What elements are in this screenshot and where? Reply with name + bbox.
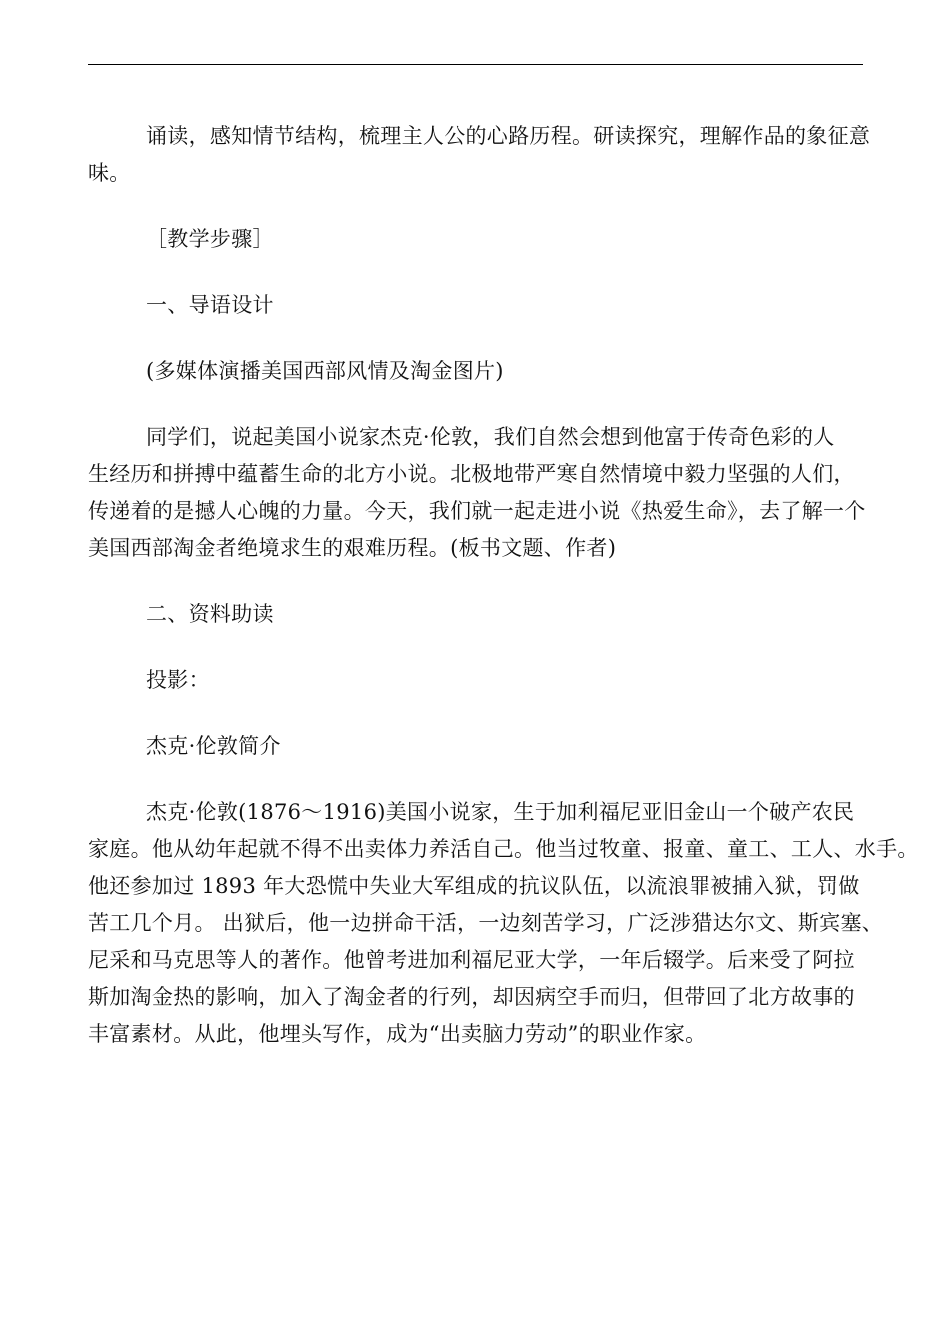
section-2-heading <box>88 596 863 633</box>
text-line: 家庭。他从幼年起就不得不出卖体力养活自己。他当过牧童、报童、童工、工人、水手。 <box>88 837 919 861</box>
paragraph-intro-speech <box>88 419 866 567</box>
text-line: 一、导语设计 <box>146 293 274 317</box>
text-line: 苦工几个月。 出狱后，他一边拼命干活，一边刻苦学习，广泛涉猎达尔文、斯宾塞、 <box>88 911 884 935</box>
paragraph-objective <box>88 118 871 192</box>
text-line: 味。 <box>88 161 131 185</box>
text-line: 杰克·伦敦简介 <box>146 734 281 758</box>
text-line: 诵读，感知情节结构，梳理主人公的心路历程。研读探究，理解作品的象征意 <box>146 124 871 148</box>
header-rule <box>88 64 863 65</box>
text-line: (多媒体演播美国西部风情及淘金图片) <box>146 359 504 383</box>
text-line: 斯加淘金热的影响，加入了淘金者的行列，却因病空手而归，但带回了北方故事的 <box>88 985 855 1009</box>
text-line: 投影： <box>146 668 210 692</box>
text-line: 杰克·伦敦(1876～1916)美国小说家，生于加利福尼亚旧金山一个破产农民 <box>146 800 855 824</box>
text-line: 丰富素材。从此，他埋头写作，成为“出卖脑力劳动”的职业作家。 <box>88 1022 707 1046</box>
multimedia-note <box>88 353 863 390</box>
bio-title <box>88 728 863 765</box>
text-line: 他还参加过 1893 年大恐慌中失业大军组成的抗议队伍，以流浪罪被捕入狱，罚做 <box>88 874 860 898</box>
document-body <box>88 118 919 1053</box>
teaching-steps-heading <box>88 221 863 258</box>
text-line: 尼采和马克思等人的著作。他曾考进加利福尼亚大学，一年后辍学。后来受了阿拉 <box>88 948 855 972</box>
projection-label <box>88 662 863 699</box>
text-line: 生经历和拼搏中蕴蓄生命的北方小说。北极地带严寒自然情境中毅力坚强的人们， <box>88 462 855 486</box>
paragraph-bio-body <box>88 794 919 1053</box>
text-line: 传递着的是撼人心魄的力量。今天，我们就一起走进小说《热爱生命》，去了解一个 <box>88 499 866 523</box>
section-1-heading <box>88 287 863 324</box>
text-line: 美国西部淘金者绝境求生的艰难历程。(板书文题、作者) <box>88 536 617 560</box>
text-line: 同学们，说起美国小说家杰克·伦敦，我们自然会想到他富于传奇色彩的人 <box>146 425 835 449</box>
text-line: ［教学步骤］ <box>146 227 274 251</box>
text-line: 二、资料助读 <box>146 602 274 626</box>
